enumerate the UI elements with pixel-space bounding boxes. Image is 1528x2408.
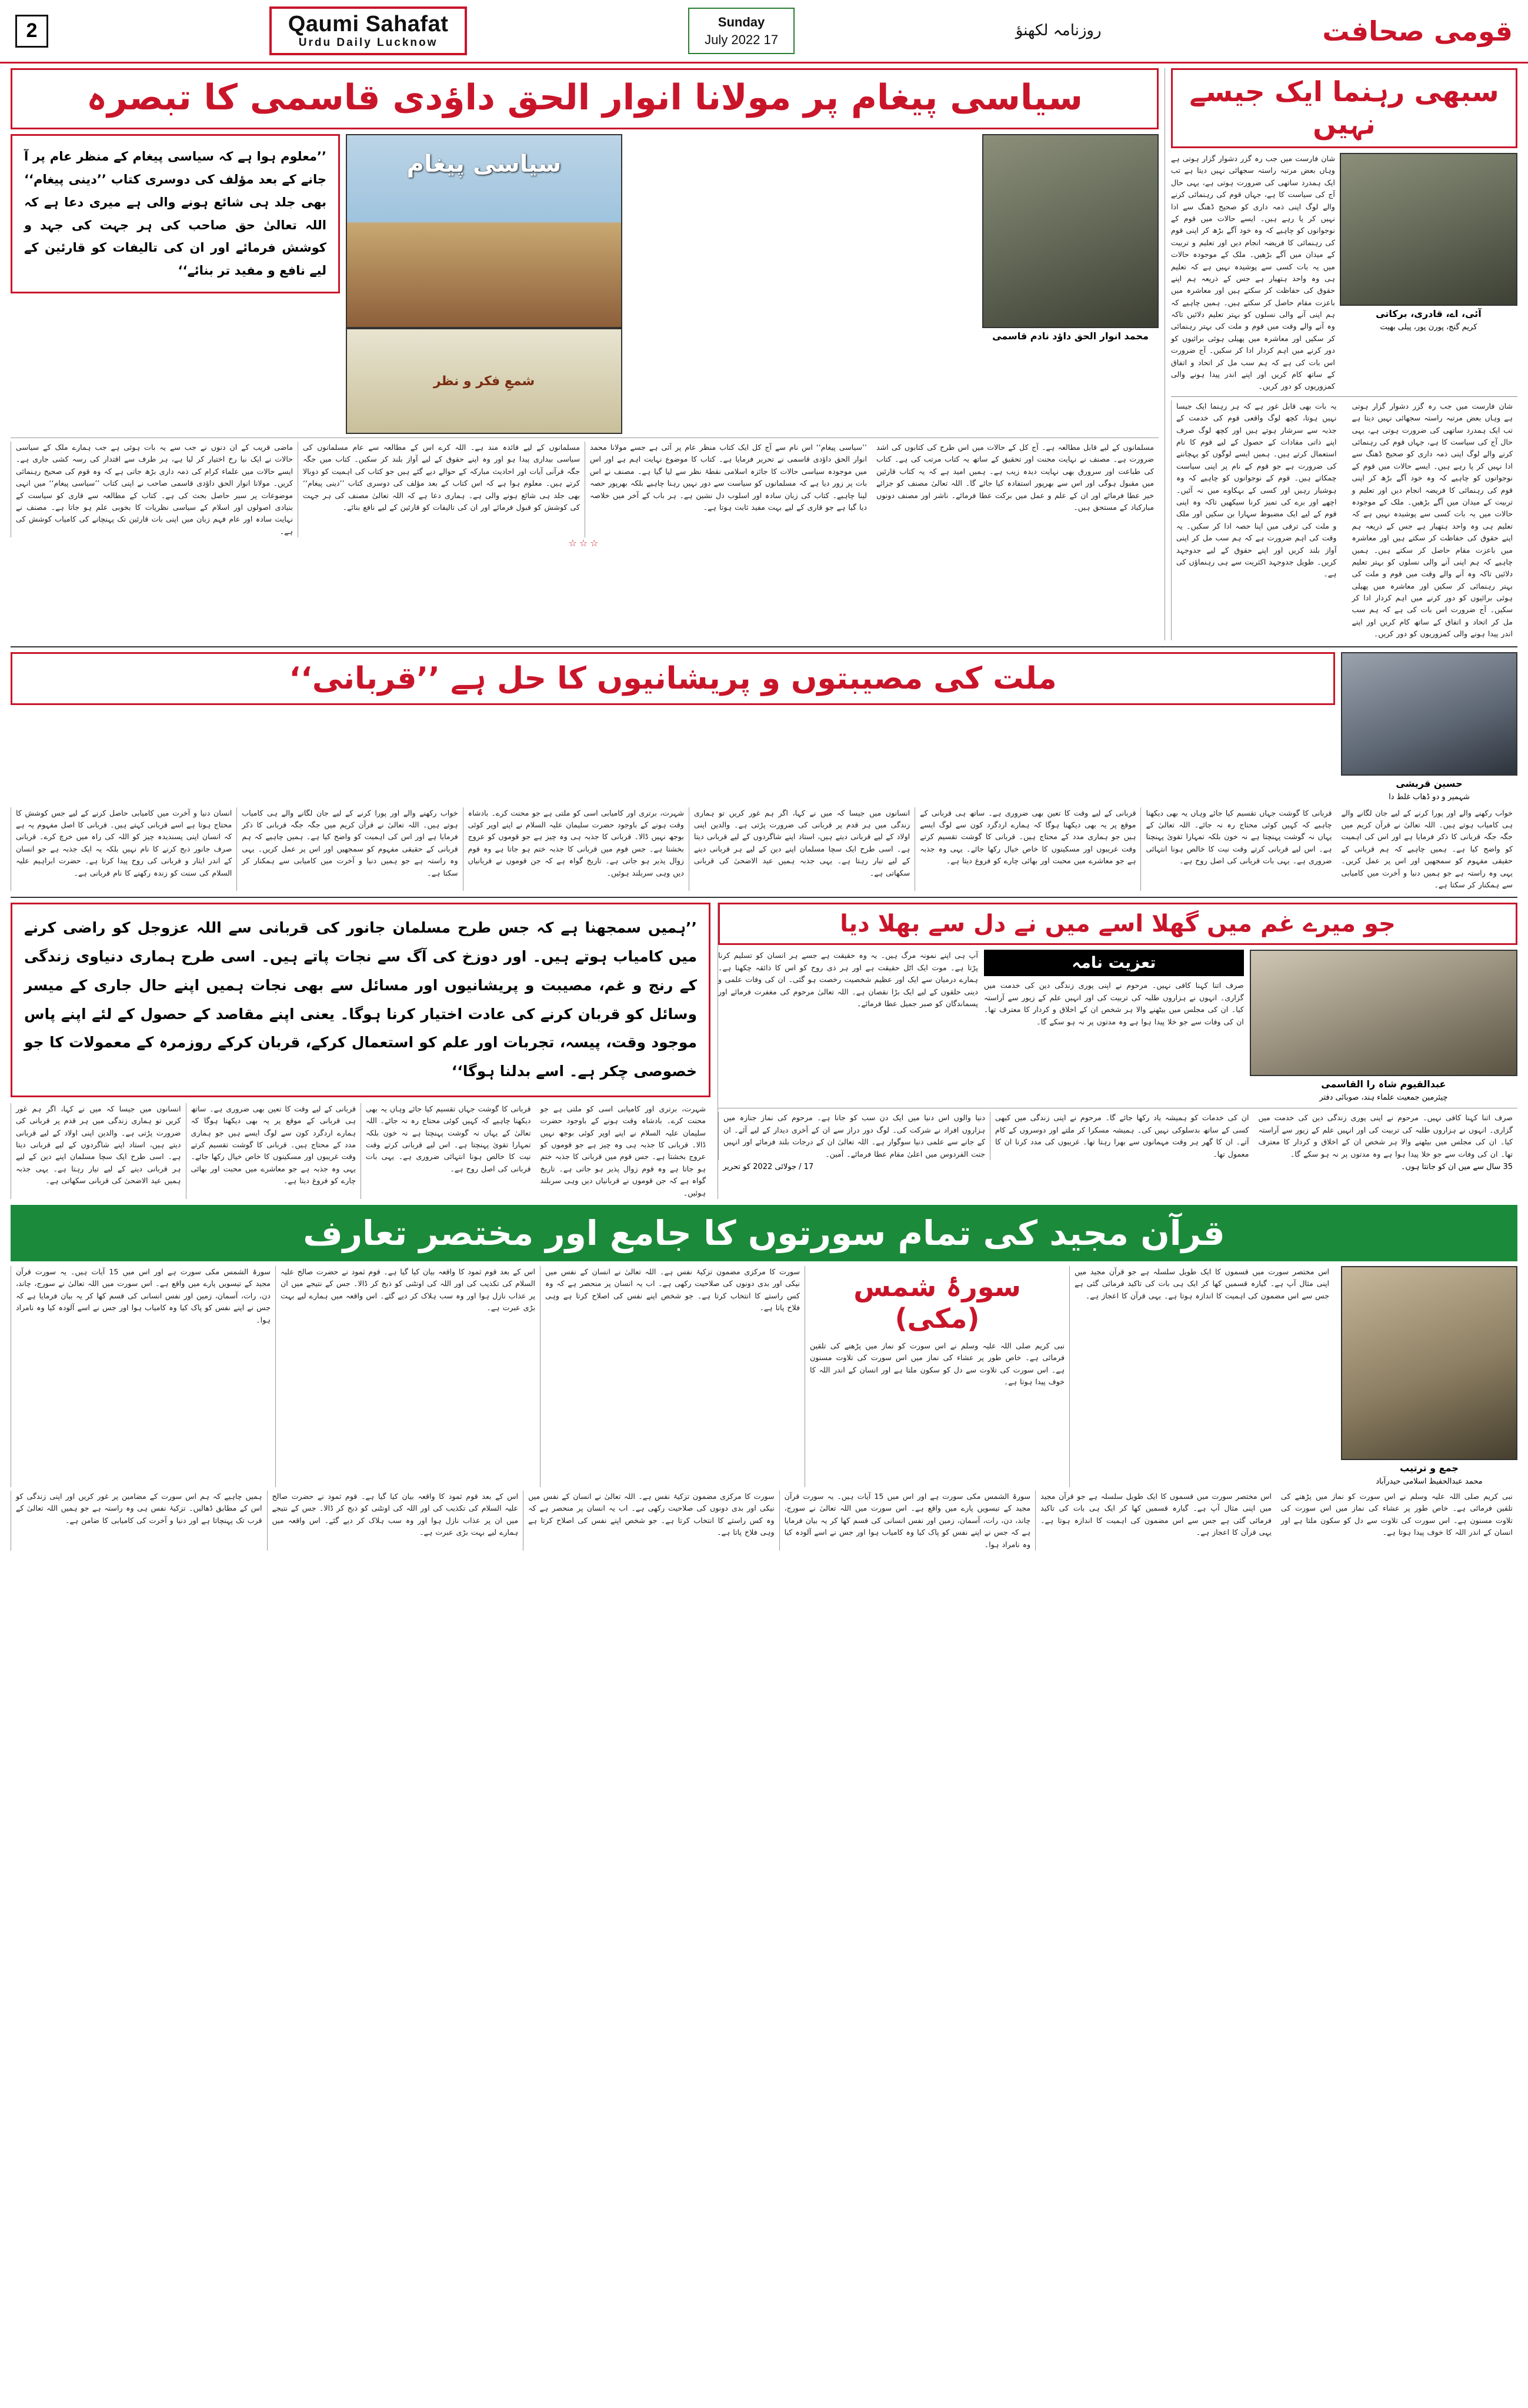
quran-section-banner: قرآن مجید کی تمام سورتوں کا جامع اور مختصر تعارف	[11, 1205, 1517, 1261]
section-divider-stars: ☆☆☆	[568, 537, 601, 549]
article-jo-mere-gham	[718, 903, 1517, 1199]
photo-qadri-barkati	[1340, 153, 1517, 306]
article4-author-name: محمد عبدالحفیظ اسلامی حیدرآباد	[1376, 1477, 1483, 1486]
article2-lower-col-1: انسانوں میں جیسا کہ میں نے کہا، اگر ہم غور کریں تو ہماری زندگی میں ہر قدم پر قربانی کی ضرورت پڑتی ہے۔ والدین اپنی اولاد کے لیے قربانی دیتے ہیں، استاد اپنے شاگردوں کے لیے قربانی دیتا ہے۔ اسی طرح ایک سچا مسلمان اپنے دین کے لیے ہر قربانی دینے کے لیے تیار رہتا ہے۔ یہی جذبہ ہمیں عید الاضحیٰ کی قربانی سکھاتی ہے۔	[11, 1103, 186, 1199]
article4-lower-col-4: سورۃ الشمس مکی سورت ہے اور اس میں 15 آیات ہیں۔ یہ سورت قرآن مجید کے تیسویں پارے میں واقع ہے۔ اس سورت میں اللہ تعالیٰ نے سورج، چاند، دن، رات، آسمان، زمین اور نفس انسانی کی قسم کھا کر یہ بیان فرمایا ہے کہ جس نے اپنے نفس کو پاک کیا وہ کامیاب ہوا اور جس نے اسے آلودہ کیا وہ نامراد ہوا۔	[779, 1491, 1036, 1551]
qurbani-quote-wrap	[11, 903, 710, 1199]
photo-abdul-hafeez	[1341, 1266, 1517, 1460]
newspaper-logo	[269, 6, 468, 55]
roznama-label	[1016, 21, 1102, 41]
article-quran-intro	[11, 1205, 1517, 1551]
article-sabhi-rehnuma	[1165, 68, 1517, 640]
logo-line-2: Urdu Daily Lucknow	[298, 36, 438, 49]
page-number: 2	[15, 15, 48, 48]
article2-col-6: قربانی کا گوشت جہاں تقسیم کیا جائے وہاں یہ بھی دیکھنا چاہیے کہ کہیں کوئی محتاج رہ نہ جائے۔ اللہ تعالیٰ کے یہاں نہ گوشت پہنچتا ہے نہ خون بلکہ تمہارا تقویٰ پہنچتا ہے۔ اس لیے قربانی کرتے وقت نیت کا خالص ہونا انتہائی ضروری ہے۔ یہی بات قربانی کی اصل روح ہے۔	[1140, 807, 1336, 891]
surah-title: سورۂ شمس (مکی)	[853, 1270, 1021, 1334]
article1-col-1: ماضی قریب کے ان دنوں نے جب سے یہ بات ہوئی ہے جب ہمارے ملک کے سیاسی حالات نے ایک نیا رخ اختیار کر لیا ہے، ہر طرف سے اقتدار کی رسہ کشی جاری ہے۔ ایسے حالات میں علماء کرام کی ذمہ داری بڑھ جاتی ہے کہ وہ قوم کی صحیح رہنمائی کریں۔ مولانا انوار الحق داؤدی قاسمی صاحب نے اپنی کتاب ’’سیاسی پیغام‘‘ میں انہی موضوعات پر سیر حاصل بحث کی ہے۔ کتاب کے مطالعہ سے قاری کو سیاست کے بنیادی اصولوں اور اسلام کے سیاسی نظریات کا بخوبی علم ہو جاتا ہے۔ مصنف نے نہایت سادہ اور عام فہم زبان میں اپنی بات قارئین تک پہنچانے کی کامیاب کوشش کی ہے۔	[11, 442, 298, 537]
top-section	[11, 68, 1517, 640]
article4-col-2: اس کے بعد قوم ثمود کا واقعہ بیان کیا گیا ہے۔ قوم ثمود نے حضرت صالح علیہ السلام کی تکذیب کی اور اللہ کی اونٹنی کو ذبح کر ڈالا۔ جس کے نتیجے میں ان پر عذاب نازل ہوا اور وہ سب ہلاک کر دیے گئے۔ اس واقعہ میں ہمارے لیے بہت بڑی عبرت ہے۔	[275, 1266, 540, 1487]
article1-headline: سیاسی پیغام پر مولانا انوار الحق داؤدی قاسمی کا تبصرہ	[11, 68, 1159, 129]
date-day: Sunday	[718, 14, 765, 29]
article3-col-5: صرف اتنا کہنا کافی نہیں۔ مرحوم نے اپنی پوری زندگی دین کی خدمت میں گزاری۔ انہوں نے ہزاروں طلبہ کی تربیت کی اور انہیں علم کے زیور سے آراستہ کیا۔ ان کی مجلس میں بیٹھنے والا ہر شخص ان کے اخلاق و کردار کا معترف تھا۔ ان کی وفات سے جو خلا پیدا ہوا ہے وہ مدتوں پر نہ ہو سکے گا۔	[1258, 1113, 1513, 1158]
middle-section	[11, 897, 1517, 1199]
photo-caption-name: آئی، اے، قادری، برکاتی	[1376, 308, 1482, 319]
article2-headline: ملت کی مصیبتوں و پریشانیوں کا حل ہے ’’قربانی‘‘	[11, 652, 1335, 705]
article4-col-4: نبی کریم صلی اللہ علیہ وسلم نے اس سورت کو نماز میں پڑھنے کی تلقین فرمائی ہے۔ خاص طور پر عشاء کی نماز میں اس سورت کی تلاوت مسنون ہے۔ اس سورت کی تلاوت سے دل کو سکون ملتا ہے اور انسان کے اندر اللہ کا خوف پیدا ہوتا ہے۔	[810, 1341, 1065, 1387]
masthead-urdu-title: قومی صحافت	[1322, 15, 1513, 47]
masthead	[0, 0, 1528, 64]
article2-lower-col-2: قربانی کے لیے وقت کا تعین بھی ضروری ہے۔ ساتھ ہی قربانی کے موقع پر یہ بھی دیکھنا ہوگا کہ ہمارے اردگرد کون سے لوگ ایسے ہیں جو ہماری مدد کے محتاج ہیں۔ قربانی کا گوشت تقسیم کرتے وقت غریبوں اور مسکینوں کا خاص خیال رکھا جائے۔ یہی وہ جذبہ ہے جو معاشرے میں محبت اور بھائی چارے کو فروغ دیتا ہے۔	[186, 1103, 361, 1199]
author-photo-caption: محمد انوار الحق داؤد نادم قاسمی	[992, 330, 1149, 342]
article2-col-4: انسانوں میں جیسا کہ میں نے کہا، اگر ہم غور کریں تو ہماری زندگی میں ہر قدم پر قربانی کی ضرورت پڑتی ہے۔ والدین اپنی اولاد کے لیے قربانی دیتے ہیں، استاد اپنے شاگردوں کے لیے قربانی دیتا ہے۔ اسی طرح ایک سچا مسلمان اپنے دین کے لیے ہر قربانی دینے کے لیے تیار رہتا ہے۔ یہی جذبہ ہمیں عید الاضحیٰ کی قربانی سکھاتی ہے۔	[689, 807, 915, 891]
tazyat-nama-label: تعزیت نامہ	[984, 950, 1244, 976]
article4-col-3: سورت کا مرکزی مضمون تزکیۂ نفس ہے۔ اللہ تعالیٰ نے انسان کے نفس میں نیکی اور بدی دونوں کی صلاحیت رکھی ہے۔ اب یہ انسان پر منحصر ہے کہ وہ کس راستے کا انتخاب کرتا ہے۔ جو شخص اپنے نفس کی اصلاح کرتا ہے وہی فلاح پاتا ہے۔	[540, 1266, 805, 1487]
article4-author-role: جمع و ترتیب	[1400, 1462, 1459, 1474]
article4-lower-col-6: نبی کریم صلی اللہ علیہ وسلم نے اس سورت کو نماز میں پڑھنے کی تلقین فرمائی ہے۔ خاص طور پر عشاء کی نماز میں اس سورت کی تلاوت مسنون ہے۔ اس سورت کی تلاوت سے دل کو سکون ملتا ہے اور انسان کے اندر اللہ کا خوف پیدا ہوتا ہے۔	[1281, 1491, 1513, 1537]
sabhi-col-2: یہ بات بھی قابل غور ہے کہ ہر رہنما ایک جیسا نہیں ہوتا، کچھ لوگ واقعی قوم کی خدمت کے جذبہ سے سرشار ہوتے ہیں اور کچھ لوگ صرف اپنے ذاتی مفادات کے حصول کے لیے قوم کا نام استعمال کرتے ہیں۔ ہمیں ایسے لوگوں کو پہچاننے کی ضرورت ہے جو قوم کے نام پر اپنی سیاست چمکاتے ہیں۔ قوم کے نوجوانوں کو چاہیے کہ وہ ہوشیار رہیں اور کسی کے بہکاوے میں نہ آئیں۔ اچھے اور برے کی تمیز کرنا سیکھیں تاکہ وہ اپنی قوم کے لیے ایک مضبوط سہارا بن سکیں اور ملک و ملت کی ترقی میں اپنا حصہ ادا کر سکیں۔ یہ وقت کی اہم ضرورت ہے کہ ہم سب مل کر اپنی آواز بلند کریں اور اپنے حقوق کے لیے جدوجہد کریں۔ طویل جدوجہد اکثریت سے ہی رہنماؤں کی ہے۔	[1171, 400, 1342, 640]
author-photo-hussain-qureshi	[1341, 652, 1517, 776]
article3-col-2: صرف اتنا کہنا کافی نہیں۔ مرحوم نے اپنی پوری زندگی دین کی خدمت میں گزاری۔ انہوں نے ہزاروں طلبہ کی تربیت کی اور انہیں علم کے زیور سے آراستہ کیا۔ ان کی مجلس میں بیٹھنے والا ہر شخص ان کے اخلاق و کردار کا معترف تھا۔ ان کی وفات سے جو خلا پیدا ہوا ہے وہ مدتوں پر نہ ہو سکے گا۔	[983, 981, 1244, 1026]
book-back-image	[346, 328, 622, 434]
divider	[1171, 396, 1517, 397]
logo-line-1: Qaumi Sahafat	[288, 12, 449, 37]
photo-caption-role: کریم گنج، پورن پور، پیلی بھیت	[1380, 323, 1477, 332]
article4-lower-col-1: ہمیں چاہیے کہ ہم اس سورت کے مضامین پر غور کریں اور اپنی زندگی کو اس کے مطابق ڈھالیں۔ تزکیۂ نفس ہی وہ راستہ ہے جو ہمیں اللہ تعالیٰ کے قرب تک پہنچاتا ہے اور دنیا و آخرت کی کامیابی کا ضامن ہے۔	[11, 1491, 267, 1551]
article3-photo-caption: عبدالقیوم شاہ را القاسمی	[1321, 1078, 1446, 1090]
article4-lower-col-3: سورت کا مرکزی مضمون تزکیۂ نفس ہے۔ اللہ تعالیٰ نے انسان کے نفس میں نیکی اور بدی دونوں کی صلاحیت رکھی ہے۔ اب یہ انسان پر منحصر ہے کہ وہ کس راستے کا انتخاب کرتا ہے۔ جو شخص اپنے نفس کی اصلاح کرتا ہے وہی فلاح پاتا ہے۔	[523, 1491, 779, 1551]
date-full: 17 July 2022	[705, 32, 778, 47]
article2-col-7: خواب رکھنے والے اور پورا کرنے کے لیے جان لگانے والے ہی کامیاب ہوتے ہیں۔ اللہ تعالیٰ نے قرآن کریم میں جگہ جگہ قربانی کا ذکر فرمایا ہے اور اس کی اہمیت کو واضح کیا ہے۔ ہمیں چاہیے کہ ہم قربانی کے حقیقی مفہوم کو سمجھیں اور اس پر عمل کریں۔ یہی وہ راستہ ہے جو ہمیں دنیا و آخرت میں کامیابی سے ہمکنار کر سکتا ہے۔	[1341, 808, 1513, 889]
article1-col-3: ’’سیاسی پیغام‘‘ اس نام سے آج کل ایک کتاب منظر عام پر آئی ہے جسے مولانا محمد انوار الحق داؤدی قاسمی نے تحریر فرمایا ہے۔ کتاب کا موضوع نہایت اہم ہے اور اس میں موجودہ سیاسی حالات کا جائزہ اسلامی نقطۂ نظر سے لیا گیا ہے۔ مصنف نے اس بات پر زور دیا ہے کہ مسلمانوں کو سیاست سے دور نہیں رہنا چاہیے بلکہ بھرپور حصہ لینا چاہیے۔ کتاب کی زبان سادہ اور اسلوب دل نشین ہے۔ ہر باب کے آخر میں خلاصہ دیا گیا ہے جو قاری کے لیے بہت مفید ثابت ہوتا ہے۔	[585, 442, 872, 537]
article2-author-sub: شہمیر و دو ڈھاب غلط دا	[1389, 792, 1470, 801]
book-back-title: شمعِ فکر و نظر	[433, 373, 535, 389]
article2-col-5: قربانی کے لیے وقت کا تعین بھی ضروری ہے۔ ساتھ ہی قربانی کے موقع پر یہ بھی دیکھنا ہوگا کہ ہمارے اردگرد کون سے لوگ ایسے ہیں جو ہماری مدد کے محتاج ہیں۔ قربانی کا گوشت تقسیم کرتے وقت غریبوں اور مسکینوں کا خاص خیال رکھا جائے۔ یہی وہ جذبہ ہے جو معاشرے میں محبت اور بھائی چارے کو فروغ دیتا ہے۔	[915, 807, 1140, 891]
article3-col-1: آپ ہی اپنے نمونہ مرگ ہیں۔ یہ وہ حقیقت ہے جسے ہر انسان کو تسلیم کرنا پڑتا ہے۔ موت ایک اٹل حقیقت ہے اور ہر ذی روح کو اس کا ذائقہ چکھنا ہے۔ ہمارے درمیان سے ایک اور عظیم شخصیت رخصت ہو گئی۔ ان کی وفات علمی و دینی حلقوں کے لیے ایک بڑا نقصان ہے۔ اللہ تعالیٰ مرحوم کی مغفرت فرمائے اور پسماندگان کو صبر جمیل عطا فرمائے۔	[718, 951, 978, 1008]
sabhi-col-3: شان فارست میں جب رہ گزر دشوار گزار ہوتی ہے وہاں بعض مرتبہ راستہ سجھائی نہیں دیتا ہے تب ایک ہمدرد ساتھی کی ضرورت ہوتی ہے، یہی حال آج کی سیاست کا ہے، جہاں قوم کی رہنمائی کرنے والے لوگ اپنی ذمہ داری کو صحیح ڈھنگ سے ادا نہیں کر پا رہے ہیں۔ ایسے حالات میں قوم کے نوجوانوں کو چاہیے کہ وہ خود آگے بڑھ کر اپنی قوم کی رہنمائی کا فریضہ انجام دیں اور تعلیم و تربیت کے میدان میں آگے بڑھیں۔ ملک کے موجودہ حالات میں یہ بات کسی سے پوشیدہ نہیں ہے کہ تعلیم ہی وہ واحد ہتھیار ہے جس کے ذریعہ ہم اپنے حقوق کی حفاظت کر سکتے ہیں اور معاشرہ میں باعزت مقام حاصل کر سکتے ہیں۔ ہمیں چاہیے کہ ہم اپنی آنے والی نسلوں کو بہتر تعلیم دلائیں تاکہ وہ آنے والے وقت میں قوم و ملت کی بہتر رہنمائی کر سکیں اور معاشرہ میں پھیلی ہوئی برائیوں کو دور کرنے میں اہم کردار ادا کر سکیں۔ آج ضرورت اس بات کی ہے کہ ہم سب مل کر اتحاد و اتفاق کے ساتھ کام کریں اور اپنے اندر پیدا ہونے والی کمزوریوں کو دور کریں۔	[1352, 401, 1513, 639]
article2-lower-col-3: قربانی کا گوشت جہاں تقسیم کیا جائے وہاں یہ بھی دیکھنا چاہیے کہ کہیں کوئی محتاج رہ نہ جائے۔ اللہ تعالیٰ کے یہاں نہ گوشت پہنچتا ہے نہ خون بلکہ تمہارا تقویٰ پہنچتا ہے۔ اس لیے قربانی کرتے وقت نیت کا خالص ہونا انتہائی ضروری ہے۔ یہی بات قربانی کی اصل روح ہے۔	[361, 1103, 536, 1199]
page-body	[0, 64, 1528, 1557]
book-cover-image	[346, 134, 622, 328]
article3-photo-caption-sub: چیئرمین جمعیت علماء ہند، صوبائی دفتر	[1319, 1093, 1448, 1103]
article3-bottom-note: 35 سال سے میں ان کو جانتا ہوں۔	[1400, 1162, 1513, 1171]
roznama-city: لکھنؤ	[1015, 22, 1049, 40]
article4-col-1: سورۃ الشمس مکی سورت ہے اور اس میں 15 آیات ہیں۔ یہ سورت قرآن مجید کے تیسویں پارے میں واقع ہے۔ اس سورت میں اللہ تعالیٰ نے سورج، چاند، دن، رات، آسمان، زمین اور نفس انسانی کی قسم کھا کر یہ بیان فرمایا ہے کہ جس نے اپنے نفس کو پاک کیا وہ کامیاب ہوا اور جس نے اسے آلودہ کیا وہ نامراد ہوا۔	[11, 1266, 275, 1487]
article3-headline: جو میرے غم میں گھلا اسے میں نے دل سے بھلا دیا	[718, 903, 1517, 945]
article2-col-1: انسان دنیا و آخرت میں کامیابی حاصل کرنے کے لیے جس کوشش کا محتاج ہوتا ہے اسے قربانی کہتے ہیں۔ قربانی کا اصل مفہوم یہ ہے کہ انسان اپنی پسندیدہ چیز کو اللہ کی راہ میں خرچ کرے۔ قربانی صرف جانور ذبح کرنے کا نام نہیں بلکہ یہ ایک جذبہ ہے جو انسان کے اندر ایثار و قربانی کی روح پیدا کرتا ہے۔ حضرت ابراہیم علیہ السلام کی سنت کو زندہ رکھنے کا نام قربانی ہے۔	[11, 807, 236, 891]
article2-pull-quote: ’’ہمیں سمجھنا ہے کہ جس طرح مسلمان جانور کی قربانی سے اللہ عزوجل کو راضی کرنے میں کامیاب ہوتے ہیں۔ اور دوزخ کی آگ سے نجات پاتے ہیں۔ اسی طرح ہماری دنیاوی زندگی کے رنج و غم، مصیبت و پریشانیوں اور مسائل سے بھی نجات ہمیں اپنے حال جاری کے میسر وسائل کو قربان کرنے کی عادت اختیار کرنا ہوگا۔ یعنی اپنے مقاصد کے حصول کے لئے اپنے پاس موجود وقت، پیسہ، تجربات اور علم کو استعمال کرکے، قربان کرکے روزمرہ کے معمولات کا جو خصوصی چکر ہے۔ اسے بدلنا ہوگا‘‘	[11, 903, 710, 1097]
article2-lower-col-4: شہرت، برتری اور کامیابی اسی کو ملتی ہے جو محنت کرے۔ بادشاہ وقت ہونے کے باوجود حضرت سلیمان علیہ السلام نے اپنے اوپر کوئی بوجھ نہیں ڈالا۔ قربانی کا جذبہ ہی وہ چیز ہے جو قوموں کو عروج بخشتا ہے۔ جس قوم میں قربانی کا جذبہ ختم ہو جاتا ہے وہ قوم زوال پذیر ہو جاتی ہے۔ تاریخ گواہ ہے کہ جن قوموں نے قربانیاں دیں وہی سربلند ہوئیں۔	[540, 1104, 706, 1197]
article3-col-3: دنیا والوں اس دنیا میں ایک دن سب کو جانا ہے۔ مرحوم کی نماز جنازہ میں ہزاروں افراد نے شرکت کی۔ لوگ دور دراز سے ان کے آخری دیدار کے لیے آئے۔ ان کے جانے سے علمی دنیا سوگوار ہے۔ اللہ تعالیٰ ان کے درجات بلند فرمائے اور انہیں جنت الفردوس میں اعلیٰ مقام عطا فرمائے۔ آمین۔	[718, 1112, 990, 1160]
book-cover-title: سیاسی پیغام	[406, 151, 562, 178]
photo-abdul-qayyum-shah	[1250, 950, 1517, 1076]
roznama-text: روزنامہ	[1053, 22, 1102, 40]
article2-col-2: خواب رکھنے والے اور پورا کرنے کے لیے جان لگانے والے ہی کامیاب ہوتے ہیں۔ اللہ تعالیٰ نے قرآن کریم میں جگہ جگہ قربانی کا ذکر فرمایا ہے اور اس کی اہمیت کو واضح کیا ہے۔ ہمیں چاہیے کہ ہم قربانی کے حقیقی مفہوم کو سمجھیں اور اس پر عمل کریں۔ یہی وہ راستہ ہے جو ہمیں دنیا و آخرت میں کامیابی سے ہمکنار کر سکتا ہے۔	[236, 807, 462, 891]
article-siyasi-paigham	[11, 68, 1159, 640]
article3-date-line: 17 / جولائی 2022 کو تحریر	[723, 1162, 814, 1171]
sabhi-headline: سبھی رہنما ایک جیسے نہیں	[1171, 68, 1517, 148]
article3-col-4: ان کی خدمات کو ہمیشہ یاد رکھا جائے گا۔ مرحوم نے اپنی زندگی میں کبھی کسی کے ساتھ بدسلوکی نہیں کی۔ ہمیشہ مسکرا کر ملتے اور دوسروں کے کام آتے۔ ان کا گھر ہر وقت مہمانوں سے بھرا رہتا تھا۔ غریبوں کی مدد کرنا ان کا معمول تھا۔	[990, 1112, 1253, 1160]
article2-col-3: شہرت، برتری اور کامیابی اسی کو ملتی ہے جو محنت کرے۔ بادشاہ وقت ہونے کے باوجود حضرت سلیمان علیہ السلام نے اپنے اوپر کوئی بوجھ نہیں ڈالا۔ قربانی کا جذبہ ہی وہ چیز ہے جو قوموں کو عروج بخشتا ہے۔ جس قوم میں قربانی کا جذبہ ختم ہو جاتا ہے وہ قوم زوال پذیر ہو جاتی ہے۔ تاریخ گواہ ہے کہ جن قوموں نے قربانیاں دیں وہی سربلند ہوئیں۔	[463, 807, 689, 891]
article2-author-name: حسین قریشی	[1396, 777, 1463, 789]
article4-lower-col-5: اس مختصر سورت میں قسموں کا ایک طویل سلسلہ ہے جو قرآن مجید میں اپنی مثال آپ ہے۔ گیارہ قسمیں کھا کر ایک ہی بات کی تاکید فرمائی گئی ہے جس سے اس مضمون کی اہمیت کا اندازہ ہوتا ہے۔ یہی قرآن کا اعجاز ہے۔	[1035, 1491, 1276, 1551]
article-qurbani	[11, 646, 1517, 891]
article1-col-4: مسلمانوں کے لیے قابل مطالعہ ہے۔ آج کل کے حالات میں اس طرح کی کتابوں کی اشد ضرورت ہے۔ مصنف نے نہایت محنت اور تحقیق کے ساتھ یہ کتاب مرتب کی ہے۔ کتاب کی طباعت اور سرورق بھی نہایت دیدہ زیب ہے۔ ہمیں امید ہے کہ یہ کتاب قارئین میں مقبول ہوگی اور اس سے بھرپور استفادہ کیا جائے گا۔ اللہ تعالیٰ مصنف کو جزائے خیر عطا فرمائے اور ان کے علم و عمل میں برکت عطا فرمائے۔ ناشر اور مصنف دونوں مبارکباد کے مستحق ہیں۔	[876, 443, 1154, 512]
article4-col-5: اس مختصر سورت میں قسموں کا ایک طویل سلسلہ ہے جو قرآن مجید میں اپنی مثال آپ ہے۔ گیارہ قسمیں کھا کر ایک ہی بات کی تاکید فرمائی گئی ہے جس سے اس مضمون کی اہمیت کا اندازہ ہوتا ہے۔ یہی قرآن کا اعجاز ہے۔	[1069, 1266, 1334, 1487]
article1-pullquote: ’’معلوم ہوا ہے کہ سیاسی پیغام کے منظر عام پر آ جانے کے بعد مؤلف کی دوسری کتاب ’’دینی پیغام‘‘ بھی جلد ہی شائع ہونے والی ہے میری دعا ہے کہ اللہ تعالیٰ حق صاحب کی ہر جہت کی جہد و کوشش فرمائے اور ان کی تالیفات کو قارئین کے لیے نافع و مفید تر بنائے‘‘	[11, 134, 340, 293]
publication-date	[688, 8, 795, 54]
article4-lower-col-2: اس کے بعد قوم ثمود کا واقعہ بیان کیا گیا ہے۔ قوم ثمود نے حضرت صالح علیہ السلام کی تکذیب کی اور اللہ کی اونٹنی کو ذبح کر ڈالا۔ جس کے نتیجے میں ان پر عذاب نازل ہوا اور وہ سب ہلاک کر دیے گئے۔ اس واقعہ میں ہمارے لیے بہت بڑی عبرت ہے۔	[267, 1491, 523, 1551]
article1-col-2: مسلمانوں کے لیے فائدہ مند ہے۔ اللہ کرے اس کے مطالعہ سے عام مسلمانوں کی سیاسی بیداری پیدا ہو اور وہ اپنے حقوق کے لیے آواز بلند کر سکیں۔ کتاب میں جگہ جگہ قرآنی آیات اور احادیث مبارکہ کے حوالے دیے گئے ہیں جو کتاب کی اہمیت کو دوبالا کرتے ہیں۔ معلوم ہوا ہے کہ اس کتاب کے بعد مؤلف کی دوسری کتاب ’’دینی پیغام‘‘ بھی جلد ہی شائع ہونے والی ہے۔ ہماری دعا ہے کہ اللہ تعالیٰ مصنف کی ہر جہت کی کوشش کو قبول فرمائے اور ان کی تالیفات کو قارئین کے لیے نافع بنائے۔	[298, 442, 585, 537]
author-photo-anwarul-haq	[982, 134, 1159, 328]
sabhi-col-1: شان فارست میں جب رہ گزر دشوار گزار ہوتی ہے وہاں بعض مرتبہ راستہ سجھائی نہیں دیتا ہے تب ایک ہمدرد ساتھی کی ضرورت ہوتی ہے، یہی حال آج کی سیاست کا ہے، جہاں قوم کی رہنمائی کرنے والے لوگ اپنی ذمہ داری کو صحیح ڈھنگ سے ادا نہیں کر پا رہے ہیں۔ ایسے حالات میں قوم کے نوجوانوں کو چاہیے کہ وہ خود آگے بڑھ کر اپنی قوم کی رہنمائی کا فریضہ انجام دیں اور تعلیم و تربیت کے میدان میں آگے بڑھیں۔ ملک کے موجودہ حالات میں یہ بات کسی سے پوشیدہ نہیں ہے کہ تعلیم ہی وہ واحد ہتھیار ہے جس کے ذریعہ ہم اپنے حقوق کی حفاظت کر سکتے ہیں اور معاشرہ میں باعزت مقام حاصل کر سکتے ہیں۔ ہمیں چاہیے کہ ہم اپنی آنے والی نسلوں کو بہتر تعلیم دلائیں تاکہ وہ آنے والے وقت میں قوم و ملت کی بہتر رہنمائی کر سکیں اور معاشرہ میں پھیلی ہوئی برائیوں کو دور کرنے میں اہم کردار ادا کر سکیں۔ آج ضرورت اس بات کی ہے کہ ہم سب مل کر اتحاد و اتفاق کے ساتھ کام کریں اور اپنے اندر پیدا ہونے والی کمزوریوں کو دور کریں۔	[1171, 154, 1335, 391]
